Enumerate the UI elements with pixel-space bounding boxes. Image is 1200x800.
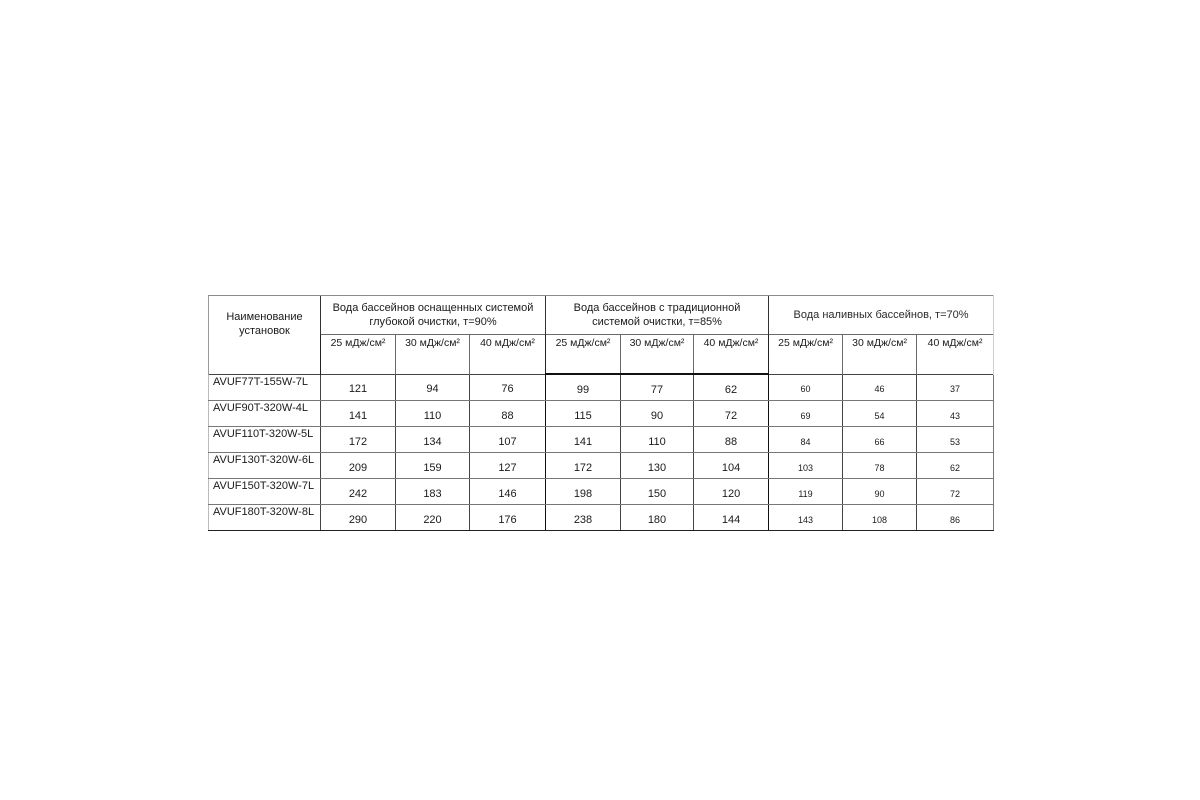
value-cell: 176	[470, 505, 546, 531]
value-cell: 242	[321, 479, 396, 505]
value-cell: 76	[470, 374, 546, 401]
value-cell: 141	[321, 401, 396, 427]
value-cell: 172	[546, 453, 621, 479]
value-cell: 130	[621, 453, 694, 479]
value-cell: 66	[843, 427, 917, 453]
value-cell: 84	[769, 427, 843, 453]
value-cell: 150	[621, 479, 694, 505]
value-cell: 183	[396, 479, 470, 505]
table-row	[209, 427, 994, 453]
value-cell: 94	[396, 374, 470, 401]
value-cell: 62	[694, 374, 769, 401]
dose-header-row	[209, 335, 994, 375]
value-cell: 110	[621, 427, 694, 453]
value-cell: 141	[546, 427, 621, 453]
model-name-cell: AVUF180T-320W-8L	[209, 505, 321, 531]
value-cell: 220	[396, 505, 470, 531]
group-header-fill-pools: Вода наливных бассейнов, т=70%	[769, 296, 994, 335]
value-cell: 209	[321, 453, 396, 479]
value-cell: 103	[769, 453, 843, 479]
value-cell: 172	[321, 427, 396, 453]
table-row	[209, 479, 994, 505]
group-header-row	[209, 296, 994, 335]
value-cell: 88	[470, 401, 546, 427]
value-cell: 119	[769, 479, 843, 505]
value-cell: 53	[917, 427, 994, 453]
value-cell: 110	[396, 401, 470, 427]
value-cell: 238	[546, 505, 621, 531]
value-cell: 127	[470, 453, 546, 479]
table-row	[209, 374, 994, 401]
dose-header: 40 мДж/см²	[694, 335, 769, 375]
model-name-cell: AVUF110T-320W-5L	[209, 427, 321, 453]
model-name-cell: AVUF77T-155W-7L	[209, 374, 321, 401]
value-cell: 104	[694, 453, 769, 479]
value-cell: 62	[917, 453, 994, 479]
model-name-cell: AVUF150T-320W-7L	[209, 479, 321, 505]
value-cell: 108	[843, 505, 917, 531]
value-cell: 88	[694, 427, 769, 453]
value-cell: 78	[843, 453, 917, 479]
dose-header: 30 мДж/см²	[621, 335, 694, 375]
performance-table	[208, 295, 994, 531]
dose-header: 25 мДж/см²	[321, 335, 396, 375]
value-cell: 159	[396, 453, 470, 479]
value-cell: 180	[621, 505, 694, 531]
model-name-cell: AVUF90T-320W-4L	[209, 401, 321, 427]
dose-header: 40 мДж/см²	[917, 335, 994, 375]
table-row	[209, 401, 994, 427]
dose-header: 40 мДж/см²	[470, 335, 546, 375]
value-cell: 290	[321, 505, 396, 531]
value-cell: 77	[621, 374, 694, 401]
group-header-traditional-cleaning: Вода бассейнов с традиционной системой очистки, т=85%	[546, 296, 769, 335]
table-row	[209, 505, 994, 531]
value-cell: 86	[917, 505, 994, 531]
model-name-cell: AVUF130T-320W-6L	[209, 453, 321, 479]
table-row	[209, 453, 994, 479]
dose-header: 25 мДж/см²	[769, 335, 843, 375]
value-cell: 90	[621, 401, 694, 427]
value-cell: 146	[470, 479, 546, 505]
value-cell: 90	[843, 479, 917, 505]
value-cell: 143	[769, 505, 843, 531]
dose-header: 30 мДж/см²	[396, 335, 470, 375]
value-cell: 121	[321, 374, 396, 401]
model-name-header: Наименование установок	[209, 296, 321, 375]
value-cell: 198	[546, 479, 621, 505]
value-cell: 115	[546, 401, 621, 427]
value-cell: 72	[694, 401, 769, 427]
value-cell: 60	[769, 374, 843, 401]
value-cell: 134	[396, 427, 470, 453]
value-cell: 46	[843, 374, 917, 401]
value-cell: 99	[546, 374, 621, 401]
dose-header: 25 мДж/см²	[546, 335, 621, 375]
value-cell: 120	[694, 479, 769, 505]
group-header-deep-cleaning: Вода бассейнов оснащенных системой глубокой очистки, т=90%	[321, 296, 546, 335]
value-cell: 43	[917, 401, 994, 427]
dose-header: 30 мДж/см²	[843, 335, 917, 375]
value-cell: 107	[470, 427, 546, 453]
value-cell: 144	[694, 505, 769, 531]
value-cell: 37	[917, 374, 994, 401]
value-cell: 69	[769, 401, 843, 427]
performance-table-container	[208, 295, 993, 531]
value-cell: 54	[843, 401, 917, 427]
value-cell: 72	[917, 479, 994, 505]
